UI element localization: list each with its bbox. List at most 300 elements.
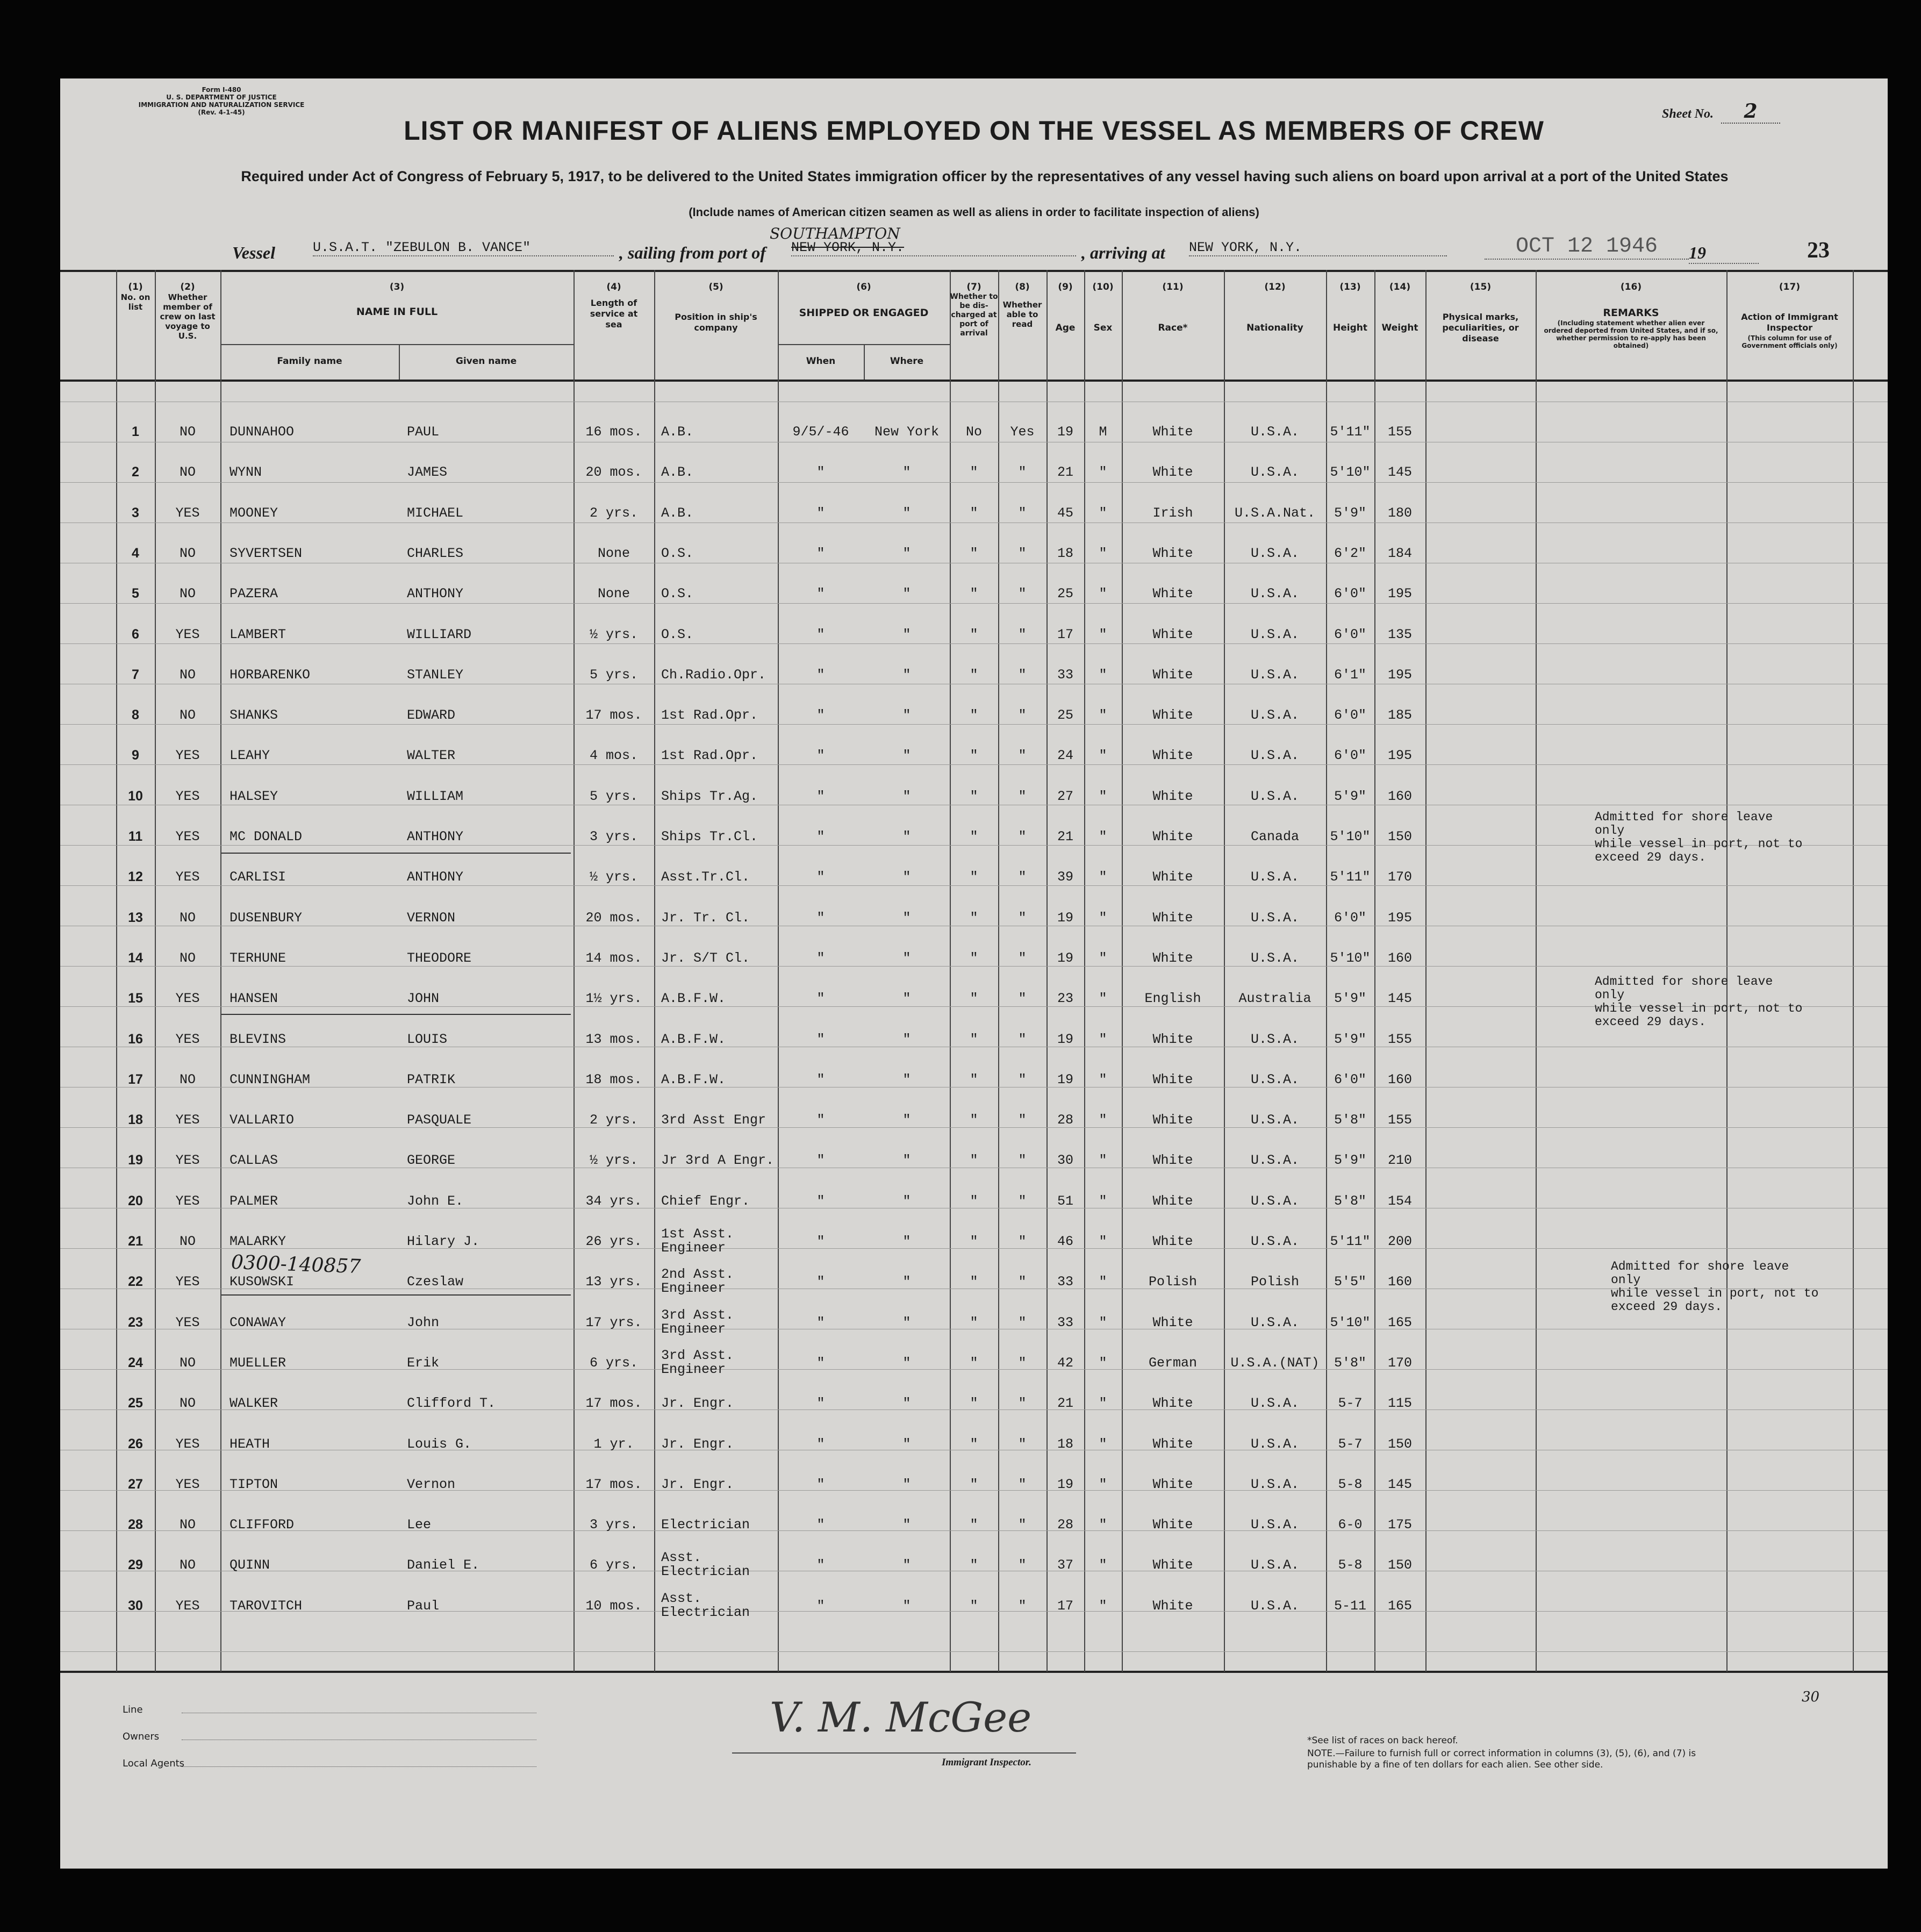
cell-race: White [1152, 950, 1193, 966]
cell-shipped-where: " [902, 950, 911, 966]
table-bottom-rule [60, 1671, 1888, 1673]
arriving-port: NEW YORK, N.Y. [1189, 240, 1447, 256]
cell-able-to-read: " [1018, 707, 1027, 724]
cell-service-length: 20 mos. [585, 910, 642, 926]
cell-weight: 145 [1387, 991, 1412, 1007]
cell-shipped-where: " [902, 910, 911, 926]
cell-service-length: 5 yrs. [589, 667, 638, 683]
cell-discharged: " [970, 829, 978, 845]
cell-race: White [1152, 829, 1193, 845]
cell-height: 5'9" [1334, 1031, 1366, 1047]
cell-shipped-where: " [902, 1112, 911, 1128]
cell-shipped-where: " [902, 667, 911, 683]
cell-last-voyage: YES [175, 1031, 200, 1047]
cell-age: 19 [1057, 910, 1073, 926]
cell-position: A.B.F.W. [661, 1071, 726, 1087]
cell-race: White [1152, 1598, 1193, 1614]
cell-shipped-where: " [902, 1476, 911, 1492]
owners-field [123, 1731, 606, 1758]
cell-family-name: TIPTON [230, 1476, 278, 1492]
cell-height: 5-7 [1338, 1436, 1363, 1452]
agents-label: Local Agents [123, 1758, 185, 1769]
cell-shipped-when: " [816, 1153, 825, 1169]
cell-given-name: GEORGE [407, 1153, 456, 1169]
cell-sex: " [1099, 1112, 1107, 1128]
cell-last-voyage: YES [175, 1436, 200, 1452]
cell-discharged: " [970, 1517, 978, 1533]
cell-sex: " [1099, 545, 1107, 561]
cell-able-to-read: " [1018, 950, 1027, 966]
cell-race: White [1152, 910, 1193, 926]
table-row [60, 1545, 1888, 1585]
cell-given-name: EDWARD [407, 707, 456, 724]
cell-age: 21 [1057, 464, 1073, 481]
cell-shipped-when: " [816, 748, 825, 764]
cell-position: Jr. Engr. [661, 1396, 734, 1412]
cell-sex: " [1099, 1476, 1107, 1492]
cell-given-name: Vernon [407, 1476, 456, 1492]
cell-family-name: HORBARENKO [230, 667, 311, 683]
cell-row-number: 20 [128, 1193, 143, 1208]
cell-age: 24 [1057, 748, 1073, 764]
header-physical: (15) Physical marks, peculiarities, or disease [1442, 282, 1519, 344]
cell-shipped-where: " [902, 1436, 911, 1452]
cell-race: White [1152, 1436, 1193, 1452]
cell-nationality: U.S.A. [1250, 1153, 1299, 1169]
cell-last-voyage: NO [179, 586, 196, 602]
cell-able-to-read: " [1018, 464, 1027, 481]
cell-weight: 195 [1387, 586, 1412, 602]
cell-height: 5'10" [1330, 1314, 1371, 1330]
header-height: (13) Height [1333, 282, 1367, 333]
cell-able-to-read: " [1018, 1234, 1027, 1249]
table-row [60, 574, 1888, 614]
cell-family-name: KUSOWSKI [230, 1274, 295, 1290]
cell-row-number: 19 [128, 1153, 143, 1168]
cell-race: White [1152, 586, 1193, 602]
cell-position: A.B.F.W. [661, 1031, 726, 1047]
table-row [60, 452, 1888, 492]
cell-weight: 160 [1387, 788, 1412, 804]
cell-given-name: JAMES [407, 464, 448, 481]
cell-service-length: 13 mos. [585, 1031, 642, 1047]
cell-shipped-where: " [902, 1314, 911, 1330]
cell-weight: 145 [1387, 1476, 1412, 1492]
cell-able-to-read: " [1018, 1436, 1027, 1452]
cell-shipped-where: " [902, 1396, 911, 1412]
cell-last-voyage: NO [179, 707, 196, 724]
cell-able-to-read: " [1018, 586, 1027, 602]
cell-given-name: Paul [407, 1598, 440, 1614]
cell-discharged: " [970, 1396, 978, 1412]
cell-shipped-when: " [816, 1112, 825, 1128]
cell-race: White [1152, 1153, 1193, 1169]
cell-age: 19 [1057, 1476, 1073, 1492]
cell-race: White [1152, 464, 1193, 481]
cell-sex: " [1099, 707, 1107, 724]
cell-given-name: ANTHONY [407, 869, 464, 885]
cell-discharged: " [970, 1436, 978, 1452]
cell-sex: " [1099, 1031, 1107, 1047]
vessel-name: U.S.A.T. "ZEBULON B. VANCE" [313, 240, 614, 256]
cell-shipped-when: " [816, 545, 825, 561]
cell-position: Ships Tr.Ag. [661, 788, 758, 804]
cell-discharged: " [970, 869, 978, 885]
penalty-note: NOTE.—Failure to furnish full or correct information in columns (3), (5), (6), and (7) is punishable by a fine of ten dollars for each alien. See other side. [1307, 1748, 1696, 1770]
cell-family-name: DUNNAHOO [230, 424, 295, 440]
cell-given-name: Daniel E. [407, 1557, 480, 1573]
header-read: (8) Whether able to read [1002, 282, 1042, 329]
cell-sex: " [1099, 505, 1107, 521]
cell-race: White [1152, 707, 1193, 724]
table-row [60, 1100, 1888, 1140]
cell-service-length: 10 mos. [585, 1598, 642, 1614]
cell-sex: " [1099, 829, 1107, 845]
cell-weight: 154 [1387, 1193, 1412, 1209]
cell-weight: 195 [1387, 910, 1412, 926]
cell-height: 5'9" [1334, 1153, 1366, 1169]
cell-height: 5'8" [1334, 1112, 1366, 1128]
handwritten-annotation: 0300-140857 [231, 1251, 361, 1278]
cell-height: 5'5" [1334, 1274, 1366, 1290]
cell-last-voyage: NO [179, 1071, 196, 1087]
cell-age: 27 [1057, 788, 1073, 804]
cell-sex: " [1099, 1274, 1107, 1290]
cell-shipped-where: " [902, 1031, 911, 1047]
cell-age: 33 [1057, 1314, 1073, 1330]
cell-service-length: 20 mos. [585, 464, 642, 481]
cell-nationality: U.S.A. [1250, 586, 1299, 602]
cell-position: A.B.F.W. [661, 991, 726, 1007]
cell-given-name: STANLEY [407, 667, 464, 683]
cell-age: 25 [1057, 586, 1073, 602]
cell-service-length: ½ yrs. [589, 1153, 638, 1169]
arriving-label: , arriving at [1081, 243, 1165, 262]
cell-given-name: WALTER [407, 748, 456, 764]
cell-position: A.B. [661, 424, 694, 440]
cell-shipped-when: " [816, 1355, 825, 1371]
cell-height: 5-8 [1338, 1476, 1363, 1492]
cell-position: A.B. [661, 464, 694, 481]
cell-height: 5'9" [1334, 788, 1366, 804]
cell-family-name: MC DONALD [230, 829, 303, 845]
cell-shipped-when: " [816, 505, 825, 521]
header-when: When [806, 356, 836, 367]
cell-able-to-read: " [1018, 1517, 1027, 1533]
cell-given-name: ANTHONY [407, 829, 464, 845]
cell-sex: " [1099, 950, 1107, 966]
cell-age: 42 [1057, 1355, 1073, 1371]
cell-nationality: U.S.A. [1250, 1557, 1299, 1573]
cell-discharged: " [970, 545, 978, 561]
header-service: (4) Length of service at sea [590, 282, 638, 330]
cell-nationality: U.S.A. [1250, 667, 1299, 683]
cell-row-number: 1 [132, 424, 139, 439]
cell-family-name: WALKER [230, 1396, 278, 1412]
cell-given-name: JOHN [407, 991, 440, 1007]
cell-position: 1st Asst. Engineer [661, 1226, 734, 1256]
signature-line [732, 1752, 1076, 1754]
cell-weight: 115 [1387, 1396, 1412, 1412]
cell-last-voyage: NO [179, 464, 196, 481]
subtitle-note: (Include names of American citizen seamen as well as aliens in order to facilitate inspection of aliens) [689, 205, 1259, 219]
cell-shipped-where: " [902, 869, 911, 885]
cell-row-number: 10 [128, 788, 143, 804]
cell-discharged: " [970, 1355, 978, 1371]
cell-able-to-read: " [1018, 829, 1027, 845]
cell-shipped-where: " [902, 586, 911, 602]
cell-sex: " [1099, 1557, 1107, 1573]
cell-family-name: DUSENBURY [230, 910, 303, 926]
cell-age: 19 [1057, 424, 1073, 440]
cell-row-number: 26 [128, 1436, 143, 1451]
cell-given-name: PATRIK [407, 1071, 456, 1087]
owners-label: Owners [123, 1731, 160, 1742]
cell-position: Chief Engr. [661, 1193, 750, 1209]
cell-shipped-where: " [902, 707, 911, 724]
cell-last-voyage: NO [179, 1355, 196, 1371]
cell-nationality: U.S.A. [1250, 748, 1299, 764]
cell-nationality: U.S.A. [1250, 1031, 1299, 1047]
cell-race: White [1152, 1031, 1193, 1047]
cell-age: 51 [1057, 1193, 1073, 1209]
cell-shipped-when: " [816, 1071, 825, 1087]
cell-position: 3rd Asst. Engineer [661, 1307, 734, 1337]
cell-row-number: 3 [132, 505, 139, 520]
cell-last-voyage: YES [175, 748, 200, 764]
cell-able-to-read: " [1018, 626, 1027, 642]
cell-service-length: 6 yrs. [589, 1355, 638, 1371]
page-title: LIST OR MANIFEST OF ALIENS EMPLOYED ON THE VESSEL AS MEMBERS OF CREW [404, 116, 1544, 146]
cell-weight: 185 [1387, 707, 1412, 724]
header-race: (11) Race* [1158, 282, 1188, 333]
table-row [60, 1464, 1888, 1505]
footer-left [123, 1704, 606, 1785]
cell-nationality: U.S.A. [1250, 1314, 1299, 1330]
cell-given-name: WILLIARD [407, 626, 472, 642]
cell-height: 6'0" [1334, 1071, 1366, 1087]
cell-last-voyage: NO [179, 424, 196, 440]
cell-shipped-where: " [902, 1557, 911, 1573]
cell-shipped-where: " [902, 1234, 911, 1249]
form-revision: (Rev. 4-1-45) [198, 109, 245, 116]
cell-position: 3rd Asst Engr [661, 1112, 766, 1128]
cell-race: White [1152, 1314, 1193, 1330]
cell-shipped-when: " [816, 950, 825, 966]
cell-row-number: 4 [132, 545, 139, 561]
cell-weight: 170 [1387, 869, 1412, 885]
header-action: (17) Action of Immigrant Inspector (This column for use of Government officials only) [1726, 282, 1853, 349]
cell-family-name: CARLISI [230, 869, 286, 885]
header-weight: (14) Weight [1381, 282, 1418, 333]
cell-shipped-when: " [816, 1436, 825, 1452]
manifest-sheet [60, 78, 1888, 1869]
cell-weight: 165 [1387, 1314, 1412, 1330]
cell-nationality: U.S.A. [1250, 1234, 1299, 1249]
cell-family-name: CUNNINGHAM [230, 1071, 311, 1087]
cell-age: 21 [1057, 829, 1073, 845]
cell-nationality: U.S.A. [1250, 869, 1299, 885]
cell-given-name: THEODORE [407, 950, 472, 966]
cell-last-voyage: YES [175, 1153, 200, 1169]
cell-family-name: HANSEN [230, 991, 278, 1007]
cell-given-name: WILLIAM [407, 788, 464, 804]
cell-weight: 210 [1387, 1153, 1412, 1169]
cell-height: 6'0" [1334, 910, 1366, 926]
cell-able-to-read: " [1018, 910, 1027, 926]
cell-discharged: " [970, 1598, 978, 1614]
cell-family-name: MOONEY [230, 505, 278, 521]
cell-able-to-read: " [1018, 1557, 1027, 1573]
cell-discharged: " [970, 505, 978, 521]
cell-discharged: " [970, 667, 978, 683]
cell-row-number: 9 [132, 748, 139, 763]
cell-height: 6'0" [1334, 626, 1366, 642]
cell-nationality: U.S.A. [1250, 545, 1299, 561]
header-where: Where [890, 356, 924, 367]
cell-race: White [1152, 748, 1193, 764]
header-position: (5) Position in ship's company [675, 282, 757, 333]
cell-able-to-read: " [1018, 667, 1027, 683]
cell-service-length: 5 yrs. [589, 788, 638, 804]
cell-position: Ch.Radio.Opr. [661, 667, 766, 683]
cell-age: 33 [1057, 1274, 1073, 1290]
cell-age: 25 [1057, 707, 1073, 724]
cell-row-number: 17 [128, 1071, 143, 1087]
cell-position: O.S. [661, 586, 694, 602]
table-row [60, 1060, 1888, 1100]
cell-able-to-read: " [1018, 1598, 1027, 1614]
cell-height: 6'0" [1334, 707, 1366, 724]
cell-shipped-when: " [816, 1598, 825, 1614]
cell-race: English [1144, 991, 1201, 1007]
agents-blank [182, 1766, 536, 1767]
cell-weight: 175 [1387, 1517, 1412, 1533]
cell-shipped-where: " [902, 1153, 911, 1169]
cell-given-name: Erik [407, 1355, 440, 1371]
cell-position: Asst.Tr.Cl. [661, 869, 750, 885]
cell-position: O.S. [661, 545, 694, 561]
table-row [60, 1586, 1888, 1626]
cell-nationality: U.S.A. [1250, 950, 1299, 966]
cell-height: 6'2" [1334, 545, 1366, 561]
cell-service-length: 1½ yrs. [585, 991, 642, 1007]
cell-race: White [1152, 788, 1193, 804]
cell-sex: M [1099, 424, 1107, 440]
cell-given-name: VERNON [407, 910, 456, 926]
cell-service-length: 2 yrs. [589, 1112, 638, 1128]
cell-nationality: U.S.A. [1250, 1071, 1299, 1087]
cell-service-length: 26 yrs. [585, 1234, 642, 1249]
header-sex: (10) Sex [1092, 282, 1114, 333]
cell-shipped-where: " [902, 829, 911, 845]
cell-family-name: HALSEY [230, 788, 278, 804]
cell-race: White [1152, 1112, 1193, 1128]
cell-race: White [1152, 1517, 1193, 1533]
cell-service-length: ½ yrs. [589, 626, 638, 642]
cell-service-length: 3 yrs. [589, 1517, 638, 1533]
cell-height: 5'9" [1334, 505, 1366, 521]
cell-sex: " [1099, 1314, 1107, 1330]
races-note: *See list of races on back hereof. [1307, 1735, 1458, 1746]
cell-position: Asst. Electrician [661, 1590, 750, 1620]
year-label: 19 [1689, 243, 1759, 264]
cell-sex: " [1099, 1234, 1107, 1249]
table-row [60, 1424, 1888, 1464]
cell-shipped-where: " [902, 626, 911, 642]
cell-weight: 170 [1387, 1355, 1412, 1371]
cell-race: White [1152, 1476, 1193, 1492]
cell-position: Jr 3rd A Engr. [661, 1153, 775, 1169]
cell-able-to-read: " [1018, 1274, 1027, 1290]
cell-family-name: VALLARIO [230, 1112, 295, 1128]
header-age: (9) Age [1055, 282, 1076, 333]
cell-sex: " [1099, 1071, 1107, 1087]
cell-shipped-where: " [902, 788, 911, 804]
header-shipped: (6) SHIPPED OR ENGAGED [799, 282, 929, 319]
cell-given-name: Lee [407, 1517, 432, 1533]
cell-discharged: " [970, 991, 978, 1007]
cell-nationality: U.S.A. [1250, 910, 1299, 926]
cell-row-number: 16 [128, 1031, 143, 1047]
inspector-signature: V. M. McGee [770, 1693, 1032, 1741]
cell-shipped-where: " [902, 1274, 911, 1290]
cell-shipped-when: " [816, 667, 825, 683]
cell-shipped-where: " [902, 748, 911, 764]
cell-sex: " [1099, 626, 1107, 642]
cell-shipped-when: " [816, 1314, 825, 1330]
cell-shipped-where: " [902, 545, 911, 561]
cell-family-name: TERHUNE [230, 950, 286, 966]
cell-last-voyage: NO [179, 667, 196, 683]
cell-row-number: 24 [128, 1355, 143, 1370]
cell-discharged: " [970, 950, 978, 966]
cell-height: 5'10" [1330, 464, 1371, 481]
table-row [60, 1383, 1888, 1423]
sheet-number-label: Sheet No. [1662, 107, 1714, 121]
cell-shipped-when: " [816, 788, 825, 804]
cell-height: 5'8" [1334, 1355, 1366, 1371]
cell-race: Polish [1148, 1274, 1197, 1290]
cell-height: 6'0" [1334, 748, 1366, 764]
cell-nationality: Canada [1250, 829, 1299, 845]
cell-sex: " [1099, 788, 1107, 804]
cell-shipped-when: " [816, 869, 825, 885]
sailing-label: , sailing from port of [619, 243, 766, 262]
cell-last-voyage: YES [175, 991, 200, 1007]
cell-able-to-read: " [1018, 1396, 1027, 1412]
cell-last-voyage: YES [175, 829, 200, 845]
header-family-name: Family name [277, 356, 342, 367]
cell-last-voyage: YES [175, 869, 200, 885]
cell-age: 39 [1057, 869, 1073, 885]
cell-discharged: " [970, 1476, 978, 1492]
cell-nationality: U.S.A.Nat. [1234, 505, 1316, 521]
cell-row-number: 7 [132, 667, 139, 682]
cell-last-voyage: NO [179, 1557, 196, 1573]
cell-weight: 160 [1387, 950, 1412, 966]
cell-sex: " [1099, 1517, 1107, 1533]
cell-shipped-where: " [902, 1071, 911, 1087]
cell-race: White [1152, 1557, 1193, 1573]
cell-age: 46 [1057, 1234, 1073, 1249]
cell-row-number: 25 [128, 1396, 143, 1411]
header-remarks: (16) REMARKS (Including statement whether alien ever ordered deported from United States, and if so, whether permission to re-apply has been obtained) [1536, 282, 1726, 349]
cell-last-voyage: NO [179, 1396, 196, 1412]
cell-discharged: " [970, 707, 978, 724]
cell-service-length: 6 yrs. [589, 1557, 638, 1573]
cell-able-to-read: " [1018, 505, 1027, 521]
